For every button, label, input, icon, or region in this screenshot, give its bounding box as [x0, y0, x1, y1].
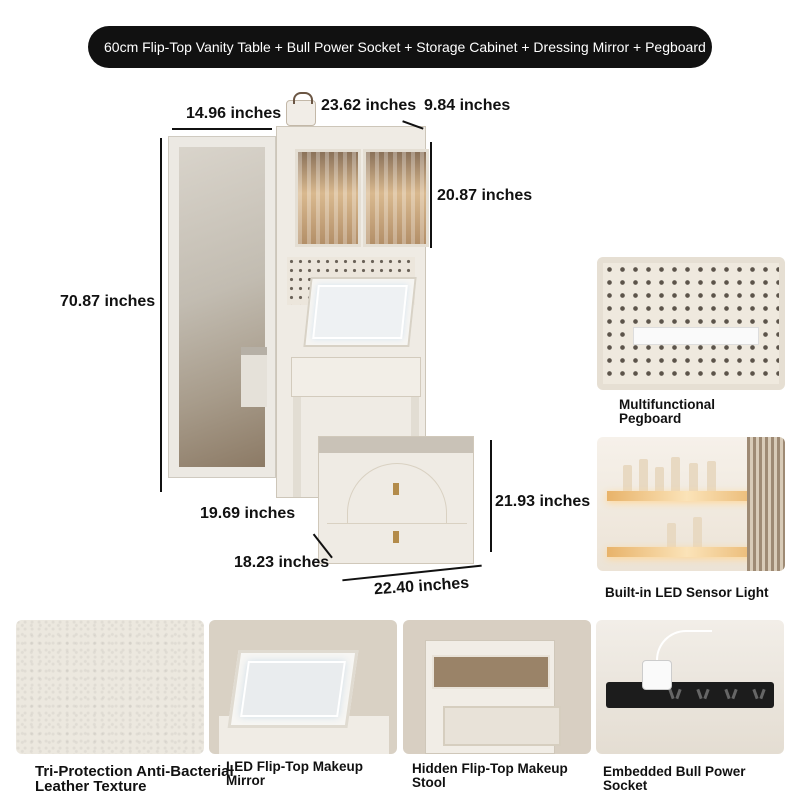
- title-banner-text: 60cm Flip-Top Vanity Table + Bull Power Socket + Storage Cabinet + Dressing Mirror + Pegboard: [104, 39, 706, 55]
- feature-led-image: [597, 437, 785, 571]
- led-border: [240, 661, 346, 717]
- dim-mirror-width: 14.96 inches: [186, 105, 282, 122]
- stool-storage-tray: [432, 655, 550, 689]
- fluted-glass-door: [747, 437, 785, 571]
- usb-plug-icon: [642, 660, 672, 690]
- storage-stool: [318, 436, 474, 564]
- power-outlet-icon: [696, 689, 710, 701]
- cosmetic-bottle: [707, 461, 716, 491]
- flip-top-mirror: [303, 277, 416, 347]
- dim-total-height: 70.87 inches: [60, 293, 156, 310]
- led-shelf-lower: [607, 547, 767, 557]
- feature-leather-label: Tri-Protection Anti-Bacterial Leather Texture: [35, 763, 234, 795]
- mirror-width-line: [172, 128, 272, 130]
- dim-stool-width: 22.40 inches: [373, 574, 470, 599]
- glass-door-left: [295, 149, 361, 247]
- glass-cabinet-height-line: [430, 142, 432, 248]
- feature-flip-mirror-image: [209, 620, 397, 754]
- feature-flip-mirror-label: LED Flip-Top Makeup Mirror: [226, 759, 363, 788]
- feature-flip-stool-image: [403, 620, 591, 754]
- cosmetic-bottle: [639, 459, 648, 491]
- mirror-glass: [179, 147, 265, 467]
- led-shelf-upper: [607, 491, 767, 501]
- power-outlet-icon: [724, 689, 738, 701]
- power-outlet-icon: [752, 689, 766, 701]
- stool-drawer-seam: [327, 523, 467, 524]
- total-height-line: [160, 138, 162, 492]
- feature-led-label: Built-in LED Sensor Light: [605, 585, 769, 600]
- pegboard-shelf: [633, 327, 759, 345]
- charging-cable: [656, 630, 712, 662]
- led-mirror-frame: [312, 285, 408, 339]
- feature-leather-image: [16, 620, 204, 754]
- stool-handle-lower: [393, 531, 399, 543]
- dim-stool-height: 21.93 inches: [495, 493, 591, 510]
- desk-drawer: [291, 357, 421, 397]
- title-banner: [88, 26, 712, 68]
- cosmetic-bottle: [689, 463, 698, 491]
- feature-pegboard-label: Multifunctional Pegboard: [619, 397, 715, 426]
- dim-cabinet-width: 23.62 inches: [321, 97, 417, 114]
- mirror-reflection-stool: [241, 347, 267, 407]
- glass-door-right: [363, 149, 429, 247]
- cosmetic-bottle: [693, 517, 702, 547]
- dressing-mirror: [168, 136, 276, 478]
- stool-open-drawer: [443, 706, 561, 746]
- handbag-icon: [286, 100, 316, 126]
- feature-power-socket-image: [596, 620, 784, 754]
- feature-flip-stool-label: Hidden Flip-Top Makeup Stool: [412, 761, 568, 790]
- feature-power-socket-label: Embedded Bull Power Socket: [603, 764, 746, 793]
- dim-cabinet-depth: 9.84 inches: [424, 97, 511, 114]
- stool-height-line: [490, 440, 492, 552]
- dim-stool-depth: 18.23 inches: [234, 554, 330, 571]
- cosmetic-bottle: [655, 467, 664, 491]
- cosmetic-bottle: [623, 465, 632, 491]
- cosmetic-bottle: [671, 457, 680, 491]
- feature-pegboard-image: [597, 257, 785, 390]
- dim-glass-cabinet-height: 20.87 inches: [437, 187, 533, 204]
- power-strip: [606, 682, 774, 708]
- stool-handle-upper: [393, 483, 399, 495]
- dim-desk-depth: 19.69 inches: [200, 505, 296, 522]
- stool-cushion: [319, 437, 473, 453]
- flip-mirror-panel: [228, 650, 359, 728]
- cosmetic-bottle: [667, 523, 676, 547]
- desk-leg-left: [293, 397, 301, 497]
- power-outlet-icon: [668, 689, 682, 701]
